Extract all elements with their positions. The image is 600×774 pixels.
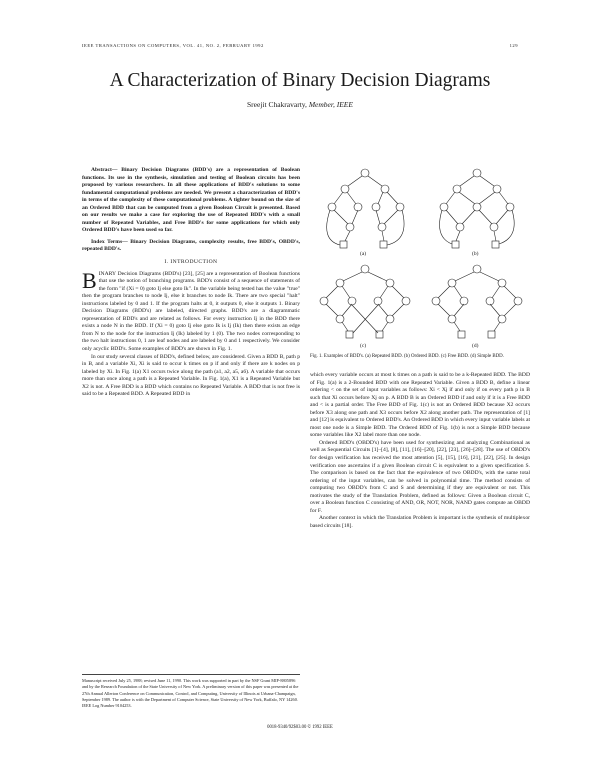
- running-header: [82, 43, 518, 53]
- bdd-d-graph: [432, 265, 522, 338]
- footnote: Manuscript received July 25, 1988; revised June 11, 1990. This work was supported in part by the NSF Grant MIP-8805896 and by the Research Foundation of the State University of New York. A preliminary version of this paper was presented at the 27th Annual Allerton Conference on Communication, Control, and Computing, University of Illinois at Urbana-Champaign, September 1989. The author is with the Department of Computer Science, State University of New York, Buffalo, NY 14260. IEEE Log Number 9104253.: [82, 674, 300, 709]
- author-name: Sreejit Chakravarty,: [247, 100, 307, 109]
- paper-title: A Characterization of Binary Decision Diagrams: [109, 70, 491, 91]
- abstract: Abstract— Binary Decision Diagrams (BDD's) are a representation of Boolean functions. Its use in the synthesis, simulation and testing of Boolean circuits has been proposed by various researchers. In all these applications of BDD's solutions to some fundamental computational problems are needed. We present a characterization of BDD's in terms of the complexity of these computational problems. A tighter bound on the size of an Ordered BDD that can be computed from a given Boolean Circuit is presented. Based on our results we make a case for exploring the use of Repeated BDD's with a small number of Repeated Variables, and Free BDD's for some applications for which only Ordered BDD's have been used so far.: [82, 167, 300, 234]
- author-affiliation: Member, IEEE: [308, 100, 353, 109]
- bdd-c-graph: [320, 265, 410, 338]
- bdd-a-graph: [327, 169, 404, 248]
- right-paragraph-3: Another context in which the Translation Problem is important is the synthesis of multiplexor based circuits [18].: [310, 515, 530, 529]
- figure-1: [310, 165, 530, 365]
- author-line: [0, 100, 600, 109]
- bdd-diagrams: [310, 165, 530, 351]
- right-paragraph-1: which every variable occurs at most k times on a path is said to be a k-Repeated BDD. The BDD of Fig. 1(a) is a 2-Bounded BDD with one Repeated Variable. Given a BDD B, define a linear ordering < on the set of input variables as follows: Xi < Xj if and only if on every path p in B such that Xi occurs before Xj on p. A BDD B is an Ordered BDD if and only if it is a Free BDD and < is a partial order. The Free BDD of Fig. 1(c) is not an Ordered BDD because X2 occurs before X3 along one path and X3 occurs before X2 along another path. The representation of [1] and [12] is equivalent to Ordered BDD's. An Ordered BDD in which every input variable labels at most one node is a Simple BDD. The Ordered BDD of Fig. 1(b) is not a Simple BDD because some variables like X2 label more than one node.: [310, 372, 530, 439]
- index-terms: Index Terms— Binary Decision Diagrams, complexity results, free BDD's, OBDD's, repeated BDD's.: [82, 238, 300, 253]
- section-heading: I. INTRODUCTION: [164, 259, 218, 266]
- right-paragraph-2: Ordered BDD's (OBDD's) have been used for synthesizing and analyzing Combinational as well as Sequential Circuits [1]–[4], [8], [11], [16]–[20], [22], [23], [26]–[28]. The use of OBDD's for design verification has received the most attention [5], [15], [16], [21], [22], [25]. In design verification one ascertains if a given Boolean circuit C is equivalent to a given specification S. The comparison is based on the fact that the equivalence of two OBDD's, with the same total ordering of the input variables, can be solved in polynomial time. The method consists of computing two OBDD's from C and S and determining if they are equivalent or not. This motivates the study of the Translation Problem, defined as follows: Given a Boolean circuit C, over a Boolean function C consisting of AND, OR, NOT, NOR, NAND gates compute an OBDD for F.: [310, 439, 530, 514]
- page-number: 129: [509, 43, 518, 48]
- journal-header: IEEE TRANSACTIONS ON COMPUTERS, VOL. 41, NO. 2, FEBRUARY 1992: [82, 43, 264, 48]
- bdd-b-graph: [440, 169, 515, 248]
- intro-paragraph-2: In our study several classes of BDD's, defined below, are considered. Given a BDD B, path p in B, and a variable Xi, Xi is said to occur k times on p if and only if there are k nodes on p labeled by Xi. In Fig. 1(a) X1 occurs twice along the path (a1, a2, a5, a6). A variable that occurs more than once along a path is a Repeated Variable. In Fig. 1(a), X1 is a Repeated Variable but X2 is not. A Free BDD is a BDD which contains no Repeated Variable. A BDD that is not free is said to be a Repeated BDD. A Repeated BDD in: [82, 353, 300, 398]
- subfigure-label-c: (c): [360, 343, 367, 349]
- subfigure-label-b: (b): [472, 251, 479, 257]
- intro-paragraph-1: [82, 267, 300, 354]
- subfigure-label-d: (d): [472, 343, 479, 349]
- page-footer: 0018-9340/92$03.00 © 1992 IEEE: [267, 725, 333, 730]
- figure-caption: Fig. 1. Examples of BDD's. (a) Repeated BDD. (b) Ordered BDD. (c) Free BDD. (d) Simple BDD.: [310, 354, 504, 359]
- right-column: [310, 372, 530, 530]
- drop-cap: B: [82, 267, 97, 293]
- left-column: [82, 167, 300, 399]
- subfigure-label-a: (a): [360, 251, 367, 257]
- intro-paragraph-1-text: INARY Decision Diagrams (BDD's) [23], [25] are a representation of Boolean functions that use the notion of branching programs. BDD's consist of a sequence of statements of the form "if (Xi = 0) goto Ij else goto Ik". In the variable being tested has the value "true" then the program branches to node Ij, else it branches to node Ik. There are two special "halt" instructions labeled by 0 and 1. If the program halts at 0, it outputs 0, else it outputs 1. Binary Decision Diagrams (BDD's) are labeled, directed graphs. BDD's are a diagrammatic representation of BDD's and are related as follows. For every instruction Ij in the BDD there exists a node N in the BDD. If (Xi = 0) goto Ij else goto Ik is Ij (Ik) then there exists an edge from N to the node for the instruction Ij (Ik) labeled by 1 (0). The two nodes corresponding to the two halt instructions 0, 1 are leaf nodes and are labeled by 0 and 1 respectively. We consider only acyclic BDD's. Some examples of BDD's are shown in Fig. 1.: [82, 270, 300, 353]
